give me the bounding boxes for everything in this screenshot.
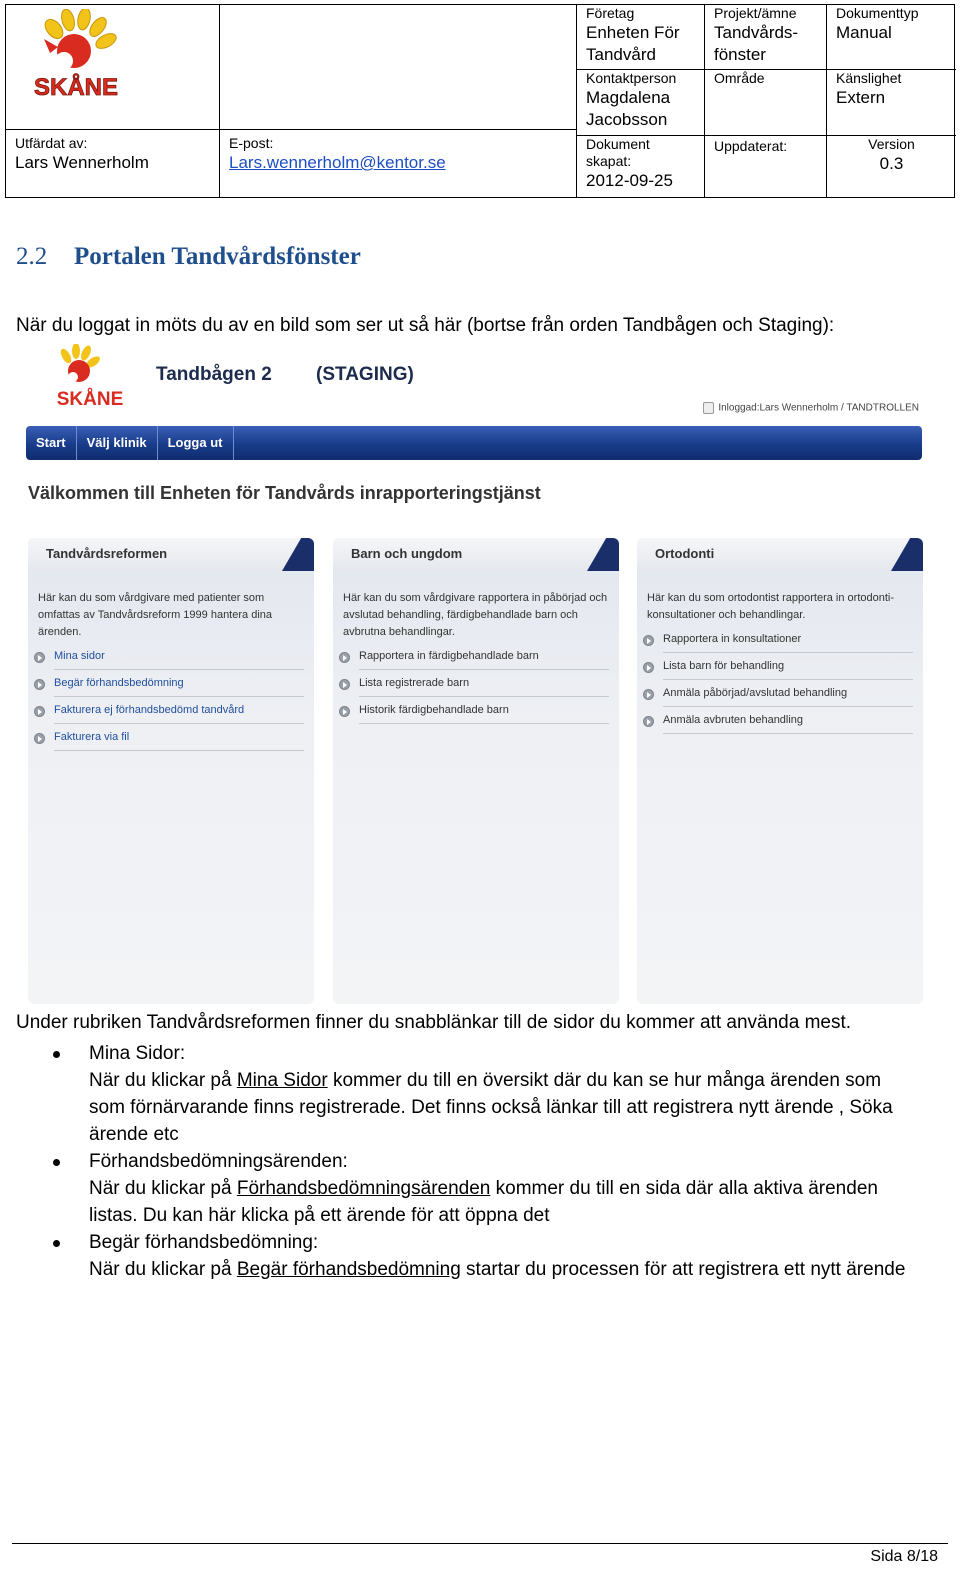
bullet-link-forhandsbedomningsarenden[interactable]: Förhandsbedömningsärenden (236, 1178, 491, 1199)
panel-link-divider (359, 696, 609, 697)
panel-link-divider (54, 723, 304, 724)
doctype-value: Manual (836, 23, 892, 42)
created-label-line2: skapat: (586, 153, 632, 169)
arrow-bullet-icon (643, 635, 654, 646)
svg-text:SKÅNE: SKÅNE (56, 389, 124, 410)
contact-cell (577, 70, 704, 131)
panel-link-divider (54, 669, 304, 670)
contact-value-line2: Jacobsson (586, 110, 668, 129)
panel-links (34, 648, 304, 756)
panel-header (28, 538, 314, 571)
panel-link[interactable] (339, 648, 609, 675)
portal-nav-bar (26, 426, 922, 460)
panel-link-divider (359, 669, 609, 670)
intro-paragraph: När du loggat in möts du av en bild som ser ut så här (bortse från orden Tandbågen och Staging): (16, 315, 835, 336)
sensitivity-cell (827, 70, 956, 109)
issued-by-label: Utfärdat av: (15, 135, 88, 151)
arrow-bullet-icon (34, 706, 45, 717)
arrow-bullet-icon (34, 733, 45, 744)
company-value-line2: Tandvård (586, 45, 656, 64)
panel-corner-decoration (282, 538, 314, 571)
panel-link[interactable] (643, 631, 913, 658)
panel-link-divider (663, 706, 913, 707)
bullet-text-post: kommer du till en översikt där du kan se hur många ärenden som som förnärvarande finns registrerade. Det finns också länkar till att registrera nytt ärende , Söka ärende etc (89, 1070, 893, 1145)
email-link[interactable]: Lars.wennerholm@kentor.se (229, 153, 446, 172)
created-cell (577, 136, 704, 192)
project-label: Projekt/ämne (714, 5, 797, 21)
bullet-link-mina-sidor[interactable]: Mina Sidor (236, 1070, 328, 1091)
company-label: Företag (586, 5, 635, 21)
company-value-line1: Enheten För (586, 23, 680, 42)
bullet-text-post: startar du processen för att registrera ett nytt ärende (460, 1259, 906, 1280)
body-paragraph: Under rubriken Tandvårdsreformen finner du snabblänkar till de sidor du kommer att använda mest. (16, 1012, 852, 1033)
panel-description: Här kan du som vårdgivare rapportera in påbörjad och avslutad behandling, färdigbehandlade barn och avbrutna behandlingar. (343, 592, 608, 638)
panel-link-text[interactable]: Anmäla avbruten behandling (663, 714, 804, 726)
panel-link-text[interactable]: Lista barn för behandling (663, 660, 785, 672)
panel-tandvardsreformen (28, 538, 314, 1004)
page-number: Sida 8/18 (870, 1548, 938, 1565)
arrow-bullet-icon (643, 689, 654, 700)
panel-link-text[interactable]: Fakturera via fil (54, 731, 130, 743)
bullet-text (89, 1256, 916, 1283)
bullet-text (89, 1067, 916, 1148)
company-cell (577, 5, 704, 66)
arrow-bullet-icon (643, 716, 654, 727)
panel-link[interactable] (34, 675, 304, 702)
panel-link-text[interactable]: Anmäla påbörjad/avslutad behandling (663, 687, 848, 699)
bullet-dot (53, 1240, 60, 1247)
panel-ortodonti (637, 538, 923, 1004)
panel-link-text[interactable]: Rapportera in konsultationer (663, 633, 802, 645)
bullet-text (89, 1175, 916, 1229)
panel-link[interactable] (34, 729, 304, 756)
panel-corner-decoration (891, 538, 923, 571)
panel-link-divider (663, 733, 913, 734)
sensitivity-value: Extern (836, 88, 886, 107)
area-cell (705, 70, 826, 87)
document-header-table (5, 4, 955, 198)
arrow-bullet-icon (339, 652, 350, 663)
updated-cell (705, 138, 826, 155)
panel-link[interactable] (339, 675, 609, 702)
panel-link-text[interactable]: Begär förhandsbedömning (54, 677, 184, 689)
panel-link[interactable] (34, 648, 304, 675)
portal-logo (30, 344, 126, 410)
bullet-text-pre: När du klickar på (89, 1070, 237, 1091)
created-label-line1: Dokument (586, 136, 650, 152)
issued-by-cell (6, 135, 219, 174)
panel-title: Ortodonti (655, 546, 715, 561)
panel-link-divider (359, 723, 609, 724)
panel-barn-och-ungdom (333, 538, 619, 1004)
panel-description: Här kan du som ortodontist rapportera in ortodonti-konsultationer och behandlingar. (647, 592, 895, 621)
nav-start[interactable]: Start (26, 426, 77, 460)
arrow-bullet-icon (34, 679, 45, 690)
bullet-title: Begär förhandsbedömning: (89, 1232, 319, 1253)
arrow-bullet-icon (643, 662, 654, 673)
panel-header (637, 538, 923, 571)
bullet-item (16, 1229, 916, 1283)
bullet-link-begar-forhandsbedomning[interactable]: Begär förhandsbedömning (236, 1259, 461, 1280)
panel-link-text[interactable]: Lista registrerade barn (359, 677, 470, 689)
portal-welcome-heading: Välkommen till Enheten för Tandvårds inrapporteringstjänst (28, 483, 541, 503)
section-title: Portalen Tandvårdsfönster (74, 243, 361, 270)
panel-link[interactable] (643, 685, 913, 712)
panel-links (643, 631, 913, 739)
bullet-list (16, 1040, 916, 1283)
bullet-dot (53, 1051, 60, 1058)
section-number: 2.2 (16, 243, 48, 270)
panel-link[interactable] (643, 658, 913, 685)
panel-link-divider (663, 652, 913, 653)
nav-logga-ut[interactable]: Logga ut (158, 426, 234, 460)
portal-env-label: (STAGING) (316, 364, 414, 385)
panel-link-text[interactable]: Fakturera ej förhandsbedömd tandvård (54, 704, 245, 716)
portal-user-text: Inloggad:Lars Wennerholm / TANDTROLLEN (718, 402, 919, 414)
bullet-item (16, 1148, 916, 1229)
panel-link-divider (54, 696, 304, 697)
email-cell (220, 135, 576, 174)
portal-app-title: Tandbågen 2 (156, 364, 272, 385)
panel-link[interactable] (643, 712, 913, 739)
panel-link-text[interactable]: Rapportera in färdigbehandlade barn (359, 650, 539, 662)
bullet-dot (53, 1159, 60, 1166)
panel-links (339, 648, 609, 729)
created-value: 2012-09-25 (586, 171, 673, 190)
bullet-title: Förhandsbedömningsärenden: (89, 1151, 348, 1172)
panel-link-text[interactable]: Mina sidor (54, 650, 105, 662)
panel-title: Tandvårdsreformen (46, 546, 168, 561)
bullet-text-post: kommer du till en sida där alla aktiva ärenden listas. Du kan här klicka på ett ärende för att öppna det (89, 1178, 878, 1226)
panel-description: Här kan du som vårdgivare med patienter som omfattas av Tandvårdsreform 1999 hantera dina ärenden. (38, 592, 272, 638)
version-label: Version (868, 136, 915, 152)
panel-header (333, 538, 619, 571)
panel-link-divider (663, 679, 913, 680)
region-skane-logo (24, 9, 128, 99)
bullet-text-pre: När du klickar på (89, 1259, 237, 1280)
issued-by-value: Lars Wennerholm (15, 153, 149, 172)
project-cell (705, 5, 826, 66)
version-cell (827, 136, 956, 175)
project-value-line2: fönster (714, 45, 766, 64)
bullet-title: Mina Sidor: (89, 1043, 186, 1064)
section-heading (16, 243, 361, 271)
doctype-cell (827, 5, 956, 44)
bullet-item (16, 1040, 916, 1148)
version-value: 0.3 (879, 154, 904, 173)
updated-label: Uppdaterat: (714, 138, 788, 154)
bullet-text-pre: När du klickar på (89, 1178, 237, 1199)
panel-link[interactable] (34, 702, 304, 729)
panel-link-text[interactable]: Historik färdigbehandlade barn (359, 704, 509, 716)
portal-screenshot (16, 340, 929, 1006)
portal-user-info (703, 402, 919, 414)
panel-link-divider (54, 750, 304, 751)
svg-text:SKÅNE: SKÅNE (33, 74, 119, 99)
panel-title: Barn och ungdom (351, 546, 463, 561)
footer-rule (12, 1543, 948, 1544)
panel-corner-decoration (587, 538, 619, 571)
doctype-label: Dokumenttyp (836, 5, 919, 21)
email-label: E-post: (229, 135, 274, 151)
nav-valj-klinik[interactable]: Välj klinik (77, 426, 158, 460)
sensitivity-label: Känslighet (836, 70, 902, 86)
lock-icon (703, 402, 714, 414)
panel-link[interactable] (339, 702, 609, 729)
project-value-line1: Tandvårds- (714, 23, 799, 42)
arrow-bullet-icon (34, 652, 45, 663)
arrow-bullet-icon (339, 679, 350, 690)
arrow-bullet-icon (339, 706, 350, 717)
contact-label: Kontaktperson (586, 70, 677, 86)
area-label: Område (714, 70, 765, 86)
contact-value-line1: Magdalena (586, 88, 671, 107)
